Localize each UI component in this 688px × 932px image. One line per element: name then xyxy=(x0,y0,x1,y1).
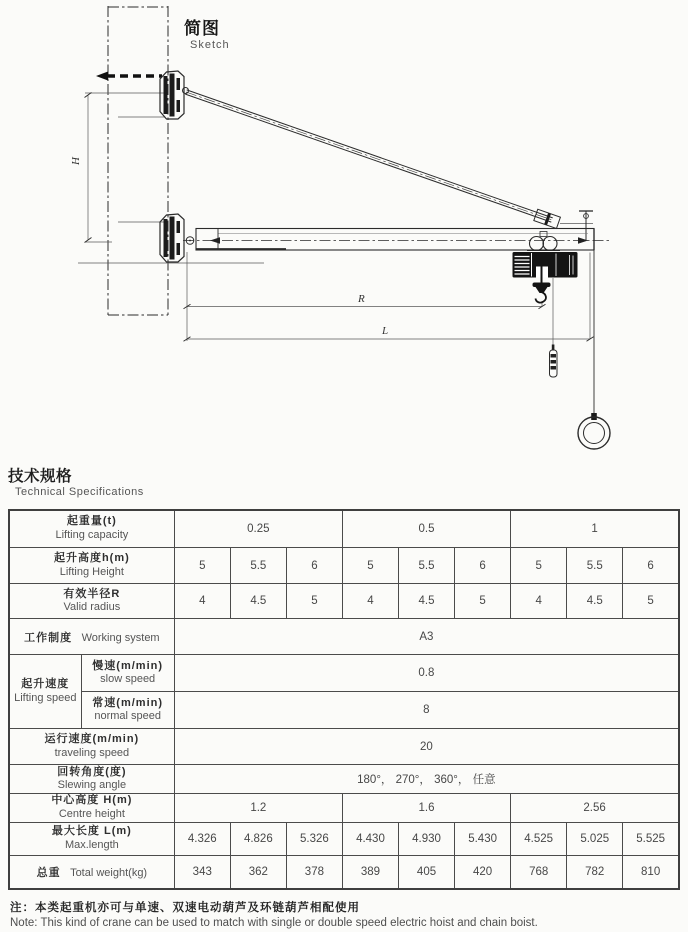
table-cell: 405 xyxy=(398,855,454,889)
sketch-title-en: Sketch xyxy=(190,39,230,51)
top-bracket xyxy=(160,71,189,119)
label-en: Valid radius xyxy=(63,601,121,614)
label-zh: 慢速(m/min) xyxy=(92,659,164,672)
row-label-total-weight xyxy=(9,855,174,889)
table-row xyxy=(9,729,679,765)
table-cell: 4.5 xyxy=(398,584,454,619)
row-label-max-length xyxy=(9,822,174,855)
table-row xyxy=(9,765,679,794)
anchor-arrow xyxy=(96,72,162,81)
table-cell: 5.025 xyxy=(567,822,623,855)
table-cell: 4.525 xyxy=(511,822,567,855)
label-zh: 起升速度 xyxy=(21,678,70,690)
label-en: normal speed xyxy=(94,710,161,723)
table-cell: 5 xyxy=(174,548,230,584)
table-row xyxy=(9,855,679,889)
table-row xyxy=(9,584,679,619)
table-cell: 5 xyxy=(511,548,567,584)
table-row xyxy=(9,655,679,692)
table-cell: 4.5 xyxy=(567,584,623,619)
sketch-title-zh: 简图 xyxy=(184,19,220,38)
label-zh: 中心高度 H(m) xyxy=(51,794,133,807)
label-zh: 回转角度(度) xyxy=(57,765,127,778)
table-cell: 5 xyxy=(455,584,511,619)
table-cell: 4 xyxy=(174,584,230,619)
table-cell: 180°， 270°， 360°， 任意 xyxy=(174,765,679,794)
hoist-trolley xyxy=(513,232,578,278)
table-cell: 5.5 xyxy=(398,548,454,584)
table-cell: 768 xyxy=(511,855,567,889)
table-row xyxy=(9,548,679,584)
table-cell: 4.326 xyxy=(174,822,230,855)
crane-sketch xyxy=(0,0,688,458)
dimension-label-l: L xyxy=(382,325,389,337)
row-label-centre-height xyxy=(9,794,174,823)
table-cell: 4.5 xyxy=(230,584,286,619)
label-en: Lifting capacity xyxy=(55,529,129,541)
footnote xyxy=(10,899,688,929)
bottom-bracket xyxy=(160,214,184,262)
table-cell: 5.326 xyxy=(286,822,342,855)
table-cell: 1.6 xyxy=(342,794,510,823)
table-cell: 0.5 xyxy=(342,510,510,548)
table-cell: 362 xyxy=(230,855,286,889)
table-cell: 378 xyxy=(286,855,342,889)
crane-drawing xyxy=(0,0,688,458)
label-en: Centre height xyxy=(58,808,125,820)
table-row xyxy=(9,794,679,823)
tie-rod xyxy=(185,90,593,240)
table-cell: 343 xyxy=(174,855,230,889)
height-dimension xyxy=(85,93,92,243)
table-row xyxy=(9,619,679,655)
table-cell: 4.430 xyxy=(342,822,398,855)
table-cell: 1 xyxy=(511,510,679,548)
footnote-en: Note: This kind of crane can be used to match with single or double speed electric hoist and chain boist. xyxy=(10,917,538,930)
table-cell: 6 xyxy=(286,548,342,584)
section-title-zh: 技术规格 xyxy=(8,468,73,485)
table-cell: 4.930 xyxy=(398,822,454,855)
row-label-working-system xyxy=(9,619,174,655)
label-zh: 工作制度 xyxy=(24,631,73,644)
table-row xyxy=(9,692,679,729)
row-label-traveling-speed xyxy=(9,729,174,765)
label-zh: 最大长度 L(m) xyxy=(51,825,132,837)
section-title-en: Technical Specifications xyxy=(15,486,144,498)
pendant-control xyxy=(550,278,558,377)
table-cell: 5.5 xyxy=(230,548,286,584)
label-zh: 起重量(t) xyxy=(66,515,117,528)
table-cell: 2.56 xyxy=(511,794,679,823)
label-en: traveling speed xyxy=(54,746,130,759)
footnote-zh: 注：本类起重机亦可与单速、双速电动葫芦及环链葫芦相配使用 xyxy=(10,902,360,915)
wall-column xyxy=(108,6,168,315)
row-label-lifting-height xyxy=(9,548,174,584)
row-label-lifting-capacity xyxy=(9,510,174,548)
table-cell: 4 xyxy=(342,584,398,619)
table-cell: 6 xyxy=(623,548,679,584)
label-zh: 运行速度(m/min) xyxy=(44,733,140,745)
table-cell: 782 xyxy=(567,855,623,889)
table-cell: 5.5 xyxy=(567,548,623,584)
sketch-title xyxy=(184,14,230,53)
table-cell: A3 xyxy=(174,619,679,655)
dimension-label-r: R xyxy=(358,293,365,305)
table-cell: 20 xyxy=(174,729,679,765)
section-title xyxy=(8,464,688,500)
table-cell: 5 xyxy=(623,584,679,619)
table-cell: 6 xyxy=(455,548,511,584)
label-zh: 起升高度h(m) xyxy=(53,552,130,564)
table-cell: 5 xyxy=(342,548,398,584)
table-cell: 1.2 xyxy=(174,794,342,823)
row-label-slewing-angle xyxy=(9,765,174,794)
table-cell: 810 xyxy=(623,855,679,889)
table-cell: 4.826 xyxy=(230,822,286,855)
table-cell: 5.525 xyxy=(623,822,679,855)
table-row xyxy=(9,510,679,548)
row-label-lifting-speed xyxy=(9,655,81,729)
label-en: Lifting Height xyxy=(59,565,124,578)
table-cell: 0.25 xyxy=(174,510,342,548)
label-zh: 常速(m/min) xyxy=(92,696,164,709)
row-label-valid-radius xyxy=(9,584,174,619)
jib-beam xyxy=(183,229,612,251)
label-en: Working system xyxy=(81,631,160,644)
table-row xyxy=(9,822,679,855)
technical-specifications-table xyxy=(8,509,680,891)
label-en: slow speed xyxy=(100,673,156,686)
row-label-slow-speed xyxy=(81,655,174,692)
row-label-normal-speed xyxy=(81,692,174,729)
dimension-label-h: H xyxy=(69,157,82,165)
label-en: Max.length xyxy=(64,838,119,851)
table-cell: 4 xyxy=(511,584,567,619)
table-cell: 0.8 xyxy=(174,655,679,692)
table-cell: 389 xyxy=(342,855,398,889)
label-zh: 总重 xyxy=(36,867,61,879)
table-cell: 5.430 xyxy=(455,822,511,855)
label-en: Slewing angle xyxy=(57,779,127,792)
table-cell: 5 xyxy=(286,584,342,619)
label-en: Total weight(kg) xyxy=(70,867,148,879)
label-zh: 有效半径R xyxy=(63,587,121,600)
lifting-ring xyxy=(578,250,610,449)
table-cell: 8 xyxy=(174,692,679,729)
table-cell: 420 xyxy=(455,855,511,889)
label-en: Lifting speed xyxy=(14,691,77,704)
